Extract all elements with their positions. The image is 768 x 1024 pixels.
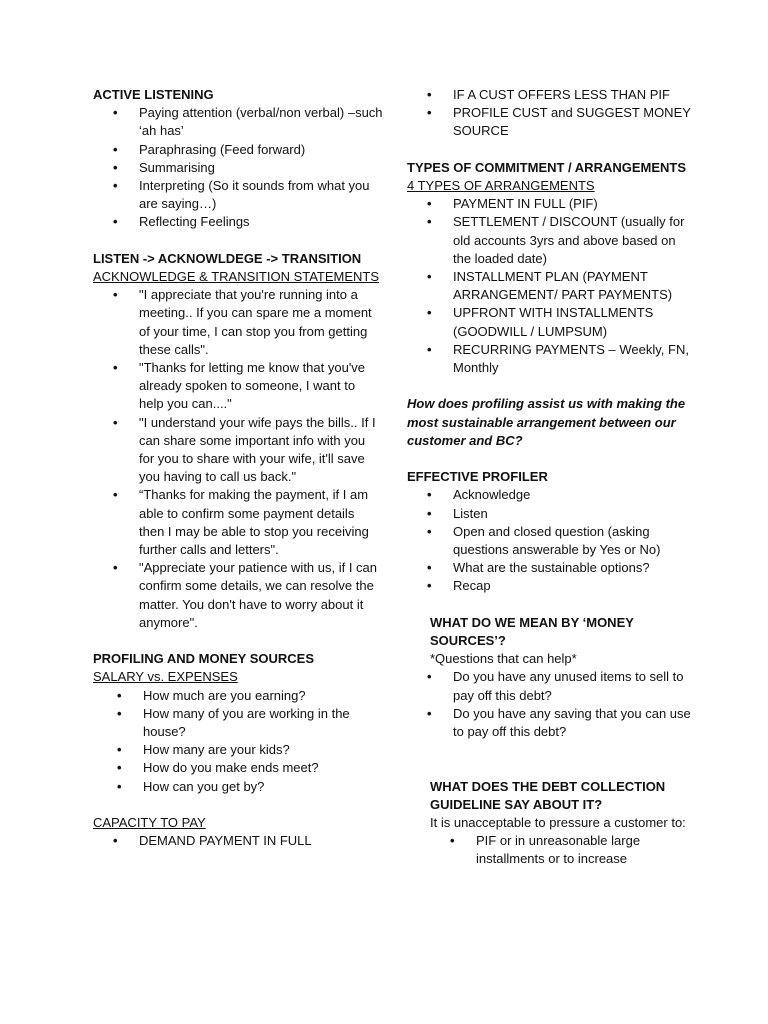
list-item: • How much are you earning? [93,687,383,705]
list-item: • Reflecting Feelings [93,213,383,231]
guideline-text: It is unacceptable to pressure a customer to: [430,815,686,831]
arrangements-list [407,195,697,377]
profiler-list [407,486,697,595]
list-item: • SETTLEMENT / DISCOUNT (usually for old accounts 3yrs and above based on the loaded date) [407,213,697,268]
money-sources-heading: WHAT DO WE MEAN BY ‘MONEY SOURCES’? [430,614,634,649]
list-item: • Paraphrasing (Feed forward) [93,141,383,159]
list-item: • Paying attention (verbal/non verbal) –such ‘ah has’ [93,104,383,140]
guideline-list [407,832,697,868]
active-listening-heading: ACTIVE LISTENING [93,87,214,102]
list-item: • “Thanks for making the payment, if I am able to confirm some payment details then I may be able to stop you receiving further calls and letters". [93,486,383,559]
capacity-heading: CAPACITY TO PAY [93,815,206,831]
statements-list [93,286,383,632]
list-item: • PROFILE CUST and SUGGEST MONEY SOURCE [407,104,697,140]
list-item: • "I appreciate that you're running into a meeting.. If you can spare me a moment of your time, I can stop you from getting these calls". [93,286,383,359]
profiling-heading: PROFILING AND MONEY SOURCES [93,651,315,667]
list-item: • How do you make ends meet? [93,759,383,777]
list-item: • How many are your kids? [93,741,383,759]
profiling-subheading: SALARY vs. EXPENSES [93,669,238,685]
profiling-question: How does profiling assist us with making the most sustainable arrangement between our customer and BC? [407,396,686,448]
list-item: • "Appreciate your patience with us, if I can confirm some details, we can resolve the matter. You don't have to worry about it anymore". [93,559,383,632]
list-item: • "I understand your wife pays the bills.. If I can share some important info with you for you to share with your wife, it'll save you having to call us back." [93,414,383,487]
flow-subheading: ACKNOWLEDGE & TRANSITION STATEMENTS [93,269,380,285]
list-item: • Acknowledge [407,486,697,504]
list-item: • How many of you are working in the house? [93,705,383,741]
list-item: • Open and closed question (asking questions answerable by Yes or No) [407,523,697,559]
flow-heading: LISTEN -> ACKNOWLDEGE -> TRANSITION [93,250,362,266]
capacity-list [93,832,383,850]
list-item: • Do you have any unused items to sell to pay off this debt? [407,668,697,704]
list-item: • What are the sustainable options? [407,559,697,577]
guideline-heading: WHAT DOES THE DEBT COLLECTION GUIDELINE SAY ABOUT IT? [430,778,666,812]
list-item: • PAYMENT IN FULL (PIF) [407,195,697,213]
commitment-subheading: 4 TYPES OF ARRANGEMENTS [407,178,595,193]
list-item: • Listen [407,505,697,523]
money-sources-note: *Questions that can help* [430,651,577,667]
list-item: • How can you get by? [93,778,383,796]
commitment-heading: TYPES OF COMMITMENT / ARRANGEMENTS [407,159,687,175]
list-item: • RECURRING PAYMENTS – Weekly, FN, Monthly [407,341,697,377]
list-item: • DEMAND PAYMENT IN FULL [93,832,383,850]
list-item: • IF A CUST OFFERS LESS THAN PIF [407,86,697,104]
list-item: • PIF or in unreasonable large installments or to increase [407,832,697,868]
list-item: • INSTALLMENT PLAN (PAYMENT ARRANGEMENT/ PART PAYMENTS) [407,268,697,304]
list-item: • Interpreting (So it sounds from what you are saying…) [93,177,383,213]
list-item: • Do you have any saving that you can use to pay off this debt? [407,705,697,741]
active-listening-list [93,104,383,231]
continued-list [407,86,697,141]
money-sources-list [407,668,697,741]
list-item: • Recap [407,577,697,595]
profiling-list [93,687,383,796]
profiler-heading: EFFECTIVE PROFILER [407,469,548,485]
list-item: • "Thanks for letting me know that you've already spoken to someone, I want to help you can...." [93,359,383,414]
right-column [407,86,697,869]
left-column [93,86,383,850]
list-item: • UPFRONT WITH INSTALLMENTS (GOODWILL / LUMPSUM) [407,304,697,340]
list-item: • Summarising [93,159,383,177]
